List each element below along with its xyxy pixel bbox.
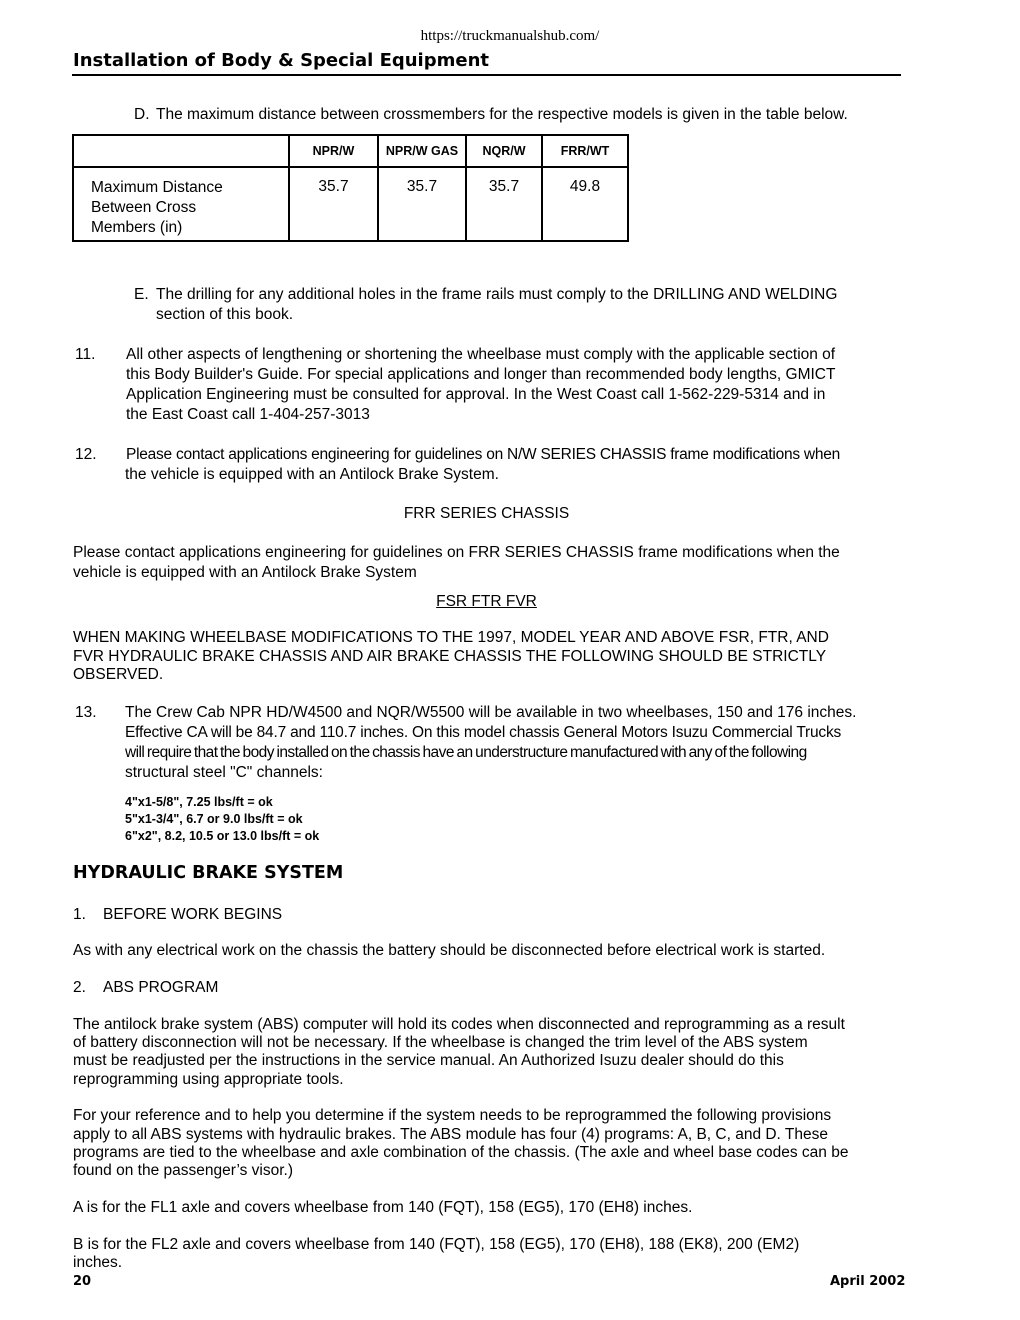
step-1-title: BEFORE WORK BEGINS (103, 906, 283, 923)
item-e-line: section of this book. (156, 306, 293, 323)
channel-spec-item: 6"x2", 8.2, 10.5 or 13.0 lbs/ft = ok (125, 829, 320, 843)
item-d-marker: D. (134, 106, 150, 123)
reference-paragraph-line: For your reference and to help you determine if the system needs to be reprogrammed the following provisions (73, 1107, 832, 1124)
fsr-ftr-fvr-heading: FSR FTR FVR (436, 593, 537, 610)
abs-paragraph-line: reprogramming using appropriate tools. (73, 1071, 344, 1088)
fsr-paragraph-line: WHEN MAKING WHEELBASE MODIFICATIONS TO THE 1997, MODEL YEAR AND ABOVE FSR, FTR, AND (73, 629, 829, 646)
item-11-line: this Body Builder's Guide. For special applications and longer than recommended body lengths, GMICT (126, 366, 836, 383)
crossmember-table (72, 134, 629, 242)
item-13-line: will require that the body installed on the chassis have an understructure manufactured with any of the following (125, 744, 807, 761)
item-11-marker: 11. (75, 346, 96, 363)
item-13-line: The Crew Cab NPR HD/W4500 and NQR/W5500 will be available in two wheelbases, 150 and 176 inches. (125, 704, 857, 721)
item-e-line: The drilling for any additional holes in the frame rails must comply to the DRILLING AND WELDING (156, 286, 838, 303)
table-header-cell: NPR/W GAS (378, 135, 466, 167)
item-e-marker: E. (134, 286, 149, 303)
step-1-marker: 1. (73, 906, 86, 923)
item-12-marker: 12. (75, 446, 97, 463)
program-b-line: inches. (73, 1254, 123, 1271)
reference-paragraph-line: programs are tied to the wheelbase and axle combination of the chassis. (The axle and wheel base codes can be (73, 1144, 849, 1161)
item-d-text: The maximum distance between crossmembers for the respective models is given in the table below. (156, 106, 848, 123)
table-header-cell: NQR/W (466, 135, 542, 167)
table-cell: 35.7 (378, 167, 466, 241)
fsr-paragraph-line: FVR HYDRAULIC BRAKE CHASSIS AND AIR BRAKE CHASSIS THE FOLLOWING SHOULD BE STRICTLY (73, 648, 827, 665)
abs-paragraph-line: of battery disconnection will not be necessary. If the wheelbase is changed the trim level of the ABS system (73, 1034, 808, 1051)
footer-date: April 2002 (830, 1274, 906, 1289)
reference-paragraph-line: apply to all ABS systems with hydraulic brakes. The ABS module has four (4) programs: A, B, C, and D. These (73, 1126, 828, 1143)
item-11-line: Application Engineering must be consulted for approval. In the West Coast call 1-562-229-5314 and in (126, 386, 826, 403)
channel-spec-item: 5"x1-3/4", 6.7 or 9.0 lbs/ft = ok (125, 812, 303, 826)
frr-paragraph-line: vehicle is equipped with an Antilock Brake System (73, 564, 417, 581)
step-2-title: ABS PROGRAM (103, 979, 219, 996)
abs-paragraph-line: The antilock brake system (ABS) computer will hold its codes when disconnected and reprogramming as a result (73, 1016, 845, 1033)
table-row-label (73, 167, 289, 241)
program-a-text: A is for the FL1 axle and covers wheelbase from 140 (FQT), 158 (EG5), 170 (EH8) inches. (73, 1199, 693, 1216)
item-11-line: the East Coast call 1-404-257-3013 (126, 406, 370, 423)
table-cell: 35.7 (466, 167, 542, 241)
row-label-line: Between Cross (91, 199, 197, 216)
source-url: https://truckmanualshub.com/ (420, 28, 600, 44)
table-cell: 35.7 (289, 167, 378, 241)
header-divider (72, 74, 901, 76)
channel-spec-item: 4"x1-5/8", 7.25 lbs/ft = ok (125, 795, 273, 809)
step-2-marker: 2. (73, 979, 86, 996)
reference-paragraph-line: found on the passenger’s visor.) (73, 1162, 294, 1179)
frr-series-heading: FRR SERIES CHASSIS (403, 505, 570, 522)
row-label-line: Maximum Distance (91, 179, 223, 196)
frr-paragraph-line: Please contact applications engineering for guidelines on FRR SERIES CHASSIS frame modifications when the (73, 544, 840, 561)
table-header-cell: NPR/W (289, 135, 378, 167)
table-cell: 49.8 (542, 167, 628, 241)
item-12-line: Please contact applications engineering for guidelines on N/W SERIES CHASSIS frame modifications when (126, 446, 840, 463)
hydraulic-brake-heading: HYDRAULIC BRAKE SYSTEM (73, 863, 344, 883)
item-13-line: structural steel "C" channels: (125, 764, 323, 781)
step-1-text: As with any electrical work on the chassis the battery should be disconnected before electrical work is started. (73, 942, 826, 959)
item-11-line: All other aspects of lengthening or shortening the wheelbase must comply with the applicable section of (126, 346, 836, 363)
table-header-row (73, 135, 628, 167)
row-label-line: Members (in) (91, 219, 183, 236)
item-13-marker: 13. (75, 704, 97, 721)
program-b-line: B is for the FL2 axle and covers wheelbase from 140 (FQT), 158 (EG5), 170 (EH8), 188 (EK8), 200 (EM2) (73, 1236, 800, 1253)
fsr-paragraph-line: OBSERVED. (73, 666, 164, 683)
item-12-line: the vehicle is equipped with an Antilock Brake System. (125, 466, 499, 483)
page-number: 20 (73, 1274, 92, 1289)
table-row (73, 167, 628, 241)
table-header-cell: FRR/WT (542, 135, 628, 167)
abs-paragraph-line: must be readjusted per the instructions in the service manual. An Authorized Isuzu dealer should do this (73, 1052, 784, 1069)
page-title: Installation of Body & Special Equipment (73, 50, 489, 71)
table-header-cell (73, 135, 289, 167)
item-13-line: Effective CA will be 84.7 and 110.7 inches. On this model chassis General Motors Isuzu Commercial Trucks (125, 724, 842, 741)
